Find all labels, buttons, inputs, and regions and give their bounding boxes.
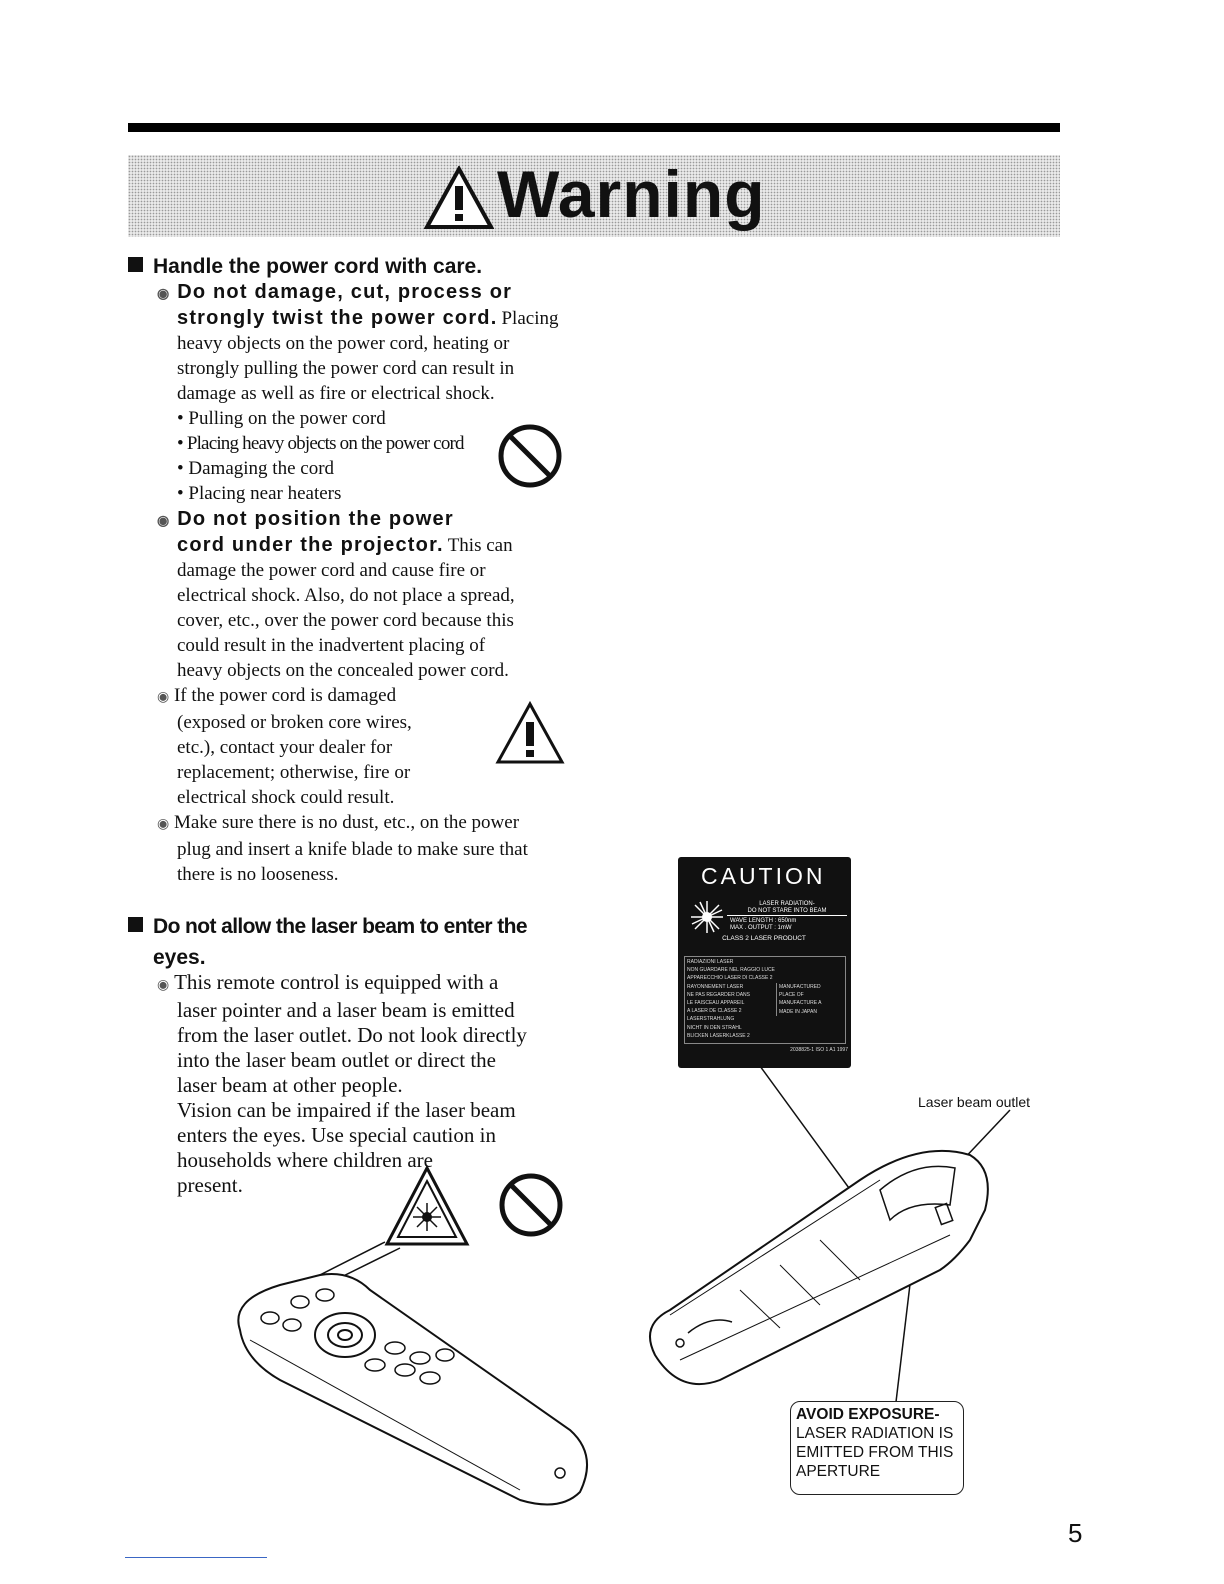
- section2-heading: Do not allow the laser beam to enter the: [128, 914, 527, 940]
- caution-spec-text: WAVE LENGTH : 650nm MAX . OUTPUT : 1mW: [730, 918, 797, 931]
- banner-title: Warning: [497, 157, 766, 231]
- list-item: • Pulling on the power cord: [177, 406, 567, 431]
- section2-heading-cont: eyes.: [153, 946, 206, 969]
- caution-class-text: CLASS 2 LASER PRODUCT: [722, 935, 806, 942]
- item1: ◉ Do not damage, cut, process or strongly twist the power cord. Placing heavy objects on the power cord, heating or strongly pulling the power cord can result in damage as well as fire or electrical shock. • Pulling on the power cord • Placing heavy objects on the power cord • Damaging the cord • Placing near heaters: [157, 279, 567, 506]
- prohibition-icon: [495, 421, 565, 491]
- warning-triangle-icon: [424, 166, 494, 230]
- footer-link-line: [125, 1557, 267, 1558]
- section2-item: ◉ This remote control is equipped with a laser pointer and a laser beam is emitted from the laser outlet. Do not look directly into the laser beam outlet or direct the laser beam at other people. Vision can be impaired if the laser beam enters the eyes. Use special caution in households where children are present.: [157, 970, 527, 1197]
- caution-code: 2038825-1 ISO 1 A1 1997: [790, 1047, 848, 1053]
- caution-multilingual-text: RADIAZIONI LASER NON GUARDARE NEL RAGGIO LUCE APPARECCHIO LASER DI CLASSE 2 RAYONNEMENT LASER NE PAS REGARDER DANS LE FAISCEAU APPAREIL A LASER DE CLASSE 2 LASERSTRAHLUNG NICHT IN DEN STRAHL BLICKEN LASERKLASSE 2: [687, 959, 775, 1039]
- caution-top-text: LASER RADIATION- DO NOT STARE INTO BEAM: [747, 901, 827, 914]
- caution-triangle-icon: [494, 700, 566, 766]
- item4: ◉ Make sure there is no dust, etc., on the power plug and insert a knife blade to make sure that there is no looseness.: [157, 812, 528, 885]
- remote-rear-illustration: [640, 1060, 1040, 1410]
- list-item: • Damaging the cord: [177, 456, 567, 481]
- list-item: • Placing near heaters: [177, 481, 567, 506]
- caution-title: CAUTION: [701, 863, 826, 889]
- laser-outlet-label: Laser beam outlet: [918, 1094, 1031, 1110]
- remote-control-illustration: [220, 1230, 600, 1530]
- list-item: • Placing heavy objects on the power cord: [177, 431, 567, 456]
- avoid-exposure-text: AVOID EXPOSURE- LASER RADIATION IS EMITTED FROM THIS APERTURE: [796, 1406, 954, 1480]
- top-rule: [128, 123, 1060, 132]
- caution-divider: [727, 915, 847, 916]
- caution-manufacturer-text: MANUFACTURED PLACE OF MANUFACTURE A MADE IN JAPAN: [776, 983, 845, 1016]
- item2: ◉ Do not position the power cord under the projector. This can damage the power cord and cause fire or electrical shock. Also, do not place a spread, cover, etc., over the power cord because this could result in the inadvertent placing of heavy objects on the concealed power cord.: [157, 508, 515, 681]
- page-number: 5: [1068, 1518, 1083, 1548]
- laser-burst-icon: [690, 900, 724, 934]
- item3: ◉ If the power cord is damaged (exposed or broken core wires, etc.), contact your dealer for replacement; otherwise, fire or electrical shock could result.: [157, 685, 412, 808]
- section1-heading: Handle the power cord with care.: [128, 254, 482, 280]
